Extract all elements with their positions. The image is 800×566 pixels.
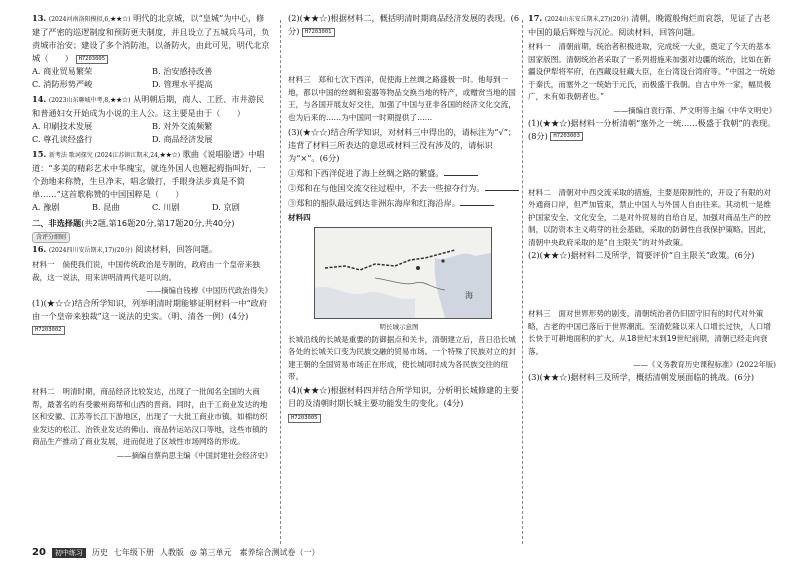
question-13 bbox=[32, 12, 272, 91]
options bbox=[32, 120, 272, 146]
judgement-2: ②郑和在与他国交流交往过程中，不去一些掠夺行为。 bbox=[288, 183, 485, 193]
sub-question-3: (3)(★☆☆)结合所学知识，对材料三中得出的，请标注为“√”；违背了材料三所表达的意思或材料三没有涉及的，请标识为“×”。(6分) bbox=[288, 127, 517, 163]
section-subtitle: (共2题,第16题20分,第17题20分,共40分) bbox=[81, 218, 235, 228]
question-code: H7203005 bbox=[76, 55, 109, 64]
material-source: ——摘编自钱穆《中国历代政治得失》 bbox=[146, 286, 272, 295]
option-d: D. 管理水平提高 bbox=[152, 79, 213, 89]
column-divider bbox=[280, 20, 281, 544]
answer-blank[interactable] bbox=[444, 167, 478, 176]
map-illustration bbox=[315, 228, 491, 318]
footer-grade: 七年级下册 bbox=[113, 548, 154, 557]
page-number: 20 bbox=[32, 547, 46, 558]
question-stem: 阅读材料，回答问题。 bbox=[135, 244, 218, 254]
option-c: C. 川剧 bbox=[152, 202, 180, 212]
answer-blank[interactable] bbox=[485, 182, 519, 191]
option-b: B. 治安感持改善 bbox=[152, 66, 213, 76]
option-a: A. 印刷技术发展 bbox=[32, 121, 93, 131]
section-title: 二、非选择题 bbox=[32, 218, 82, 228]
option-a: A. 豫剧 bbox=[32, 202, 60, 212]
option-b: B. 对外交流频繁 bbox=[152, 121, 213, 131]
sub-question-2: (2)(★★☆)据材料二及所学，简要评价“自主限关”政策。(6分) bbox=[528, 250, 755, 260]
column-right bbox=[528, 12, 776, 386]
material-source: ——《义务教育历史课程标准》(2022年版) bbox=[633, 360, 776, 369]
column-left bbox=[32, 12, 272, 462]
option-a: A. 商业贸易繁荣 bbox=[32, 66, 93, 76]
question-stem: 从明朝后期，商人、工匠、市井游民和普通妇女开始成为小说的主人公。这主要是由于（ ） bbox=[32, 94, 265, 118]
judgement-3: ③郑和的船队最远到达非洲东海岸和红海沿岸。 bbox=[288, 198, 460, 208]
question-source: (2023山东聊城中考,8,★★☆) bbox=[48, 97, 131, 104]
section-heading bbox=[32, 217, 272, 230]
question-source: (2024河南洛阳模拟,6,★★☆) bbox=[48, 16, 131, 23]
material-1: 材料一 清朝前期，统治者积极进取，完成统一大业，奠定了今天的基本国家版图。清朝统治者采取了一系列措施来加强对边疆的统治，比如在新疆设伊犁将军府，在西藏设驻藏大臣，在台湾设台湾府等。“中国之一统始于秦氏，而塞外之一统始于元氏，而极盛于我朝。自古中外一家，幅员极广，未有如我朝者也。” bbox=[528, 42, 775, 101]
column-middle bbox=[288, 12, 520, 425]
material-source: ——摘编自袁行霈、严文明等主编《中华文明史》 bbox=[613, 105, 776, 115]
question-code: H7203005 bbox=[288, 414, 321, 423]
question-stem: 明代的北京城，以“皇城”为中心，修建了严密的巡逻制度和预防更夫制度，并且设立了五城兵马司，负责城市治安；建设了多个消防池，以备防火，由此可见，明代北京城（ ） bbox=[32, 13, 270, 63]
question-number: 15. bbox=[32, 149, 47, 159]
material-2: 材料二 清朝对中西交流采取的措施，主要是限制性的，开设了有限的对外通商口岸，但严加管束，禁止中国人与外国人自由往来。其动机一是维护国家安全、文化安全，二是对外贸易的自给自足，加强对商品生产的控制，以防资本主义萌芽的社会基础，采取的防御性自我保护策略。因此，清朝中央政府采取的是“自主限关”的对外政策。 bbox=[528, 187, 771, 247]
material-4-label: 材料四 bbox=[288, 213, 311, 222]
question-number: 13. bbox=[32, 13, 47, 23]
judgement-1: ①郑和下西洋促进了海上丝绸之路的繁盛。 bbox=[288, 168, 444, 178]
question-stem: 歌曲《说唱脸谱》中唱道：“多美的精彩艺术中华瑰宝，就连外国人也翘起拇指叫好，一个劲地来称赞，生旦净末，唱念做打，手眼身法步真是不简单……”这首歌称赞的中国国粹是（ ） bbox=[32, 149, 266, 199]
option-c: C. 尊孔读经盛行 bbox=[32, 134, 93, 144]
page-footer bbox=[32, 547, 319, 558]
question-number: 17. bbox=[528, 13, 543, 23]
question-code: H7203002 bbox=[32, 326, 65, 335]
option-b: B. 昆曲 bbox=[92, 202, 120, 212]
question-code: H7203003 bbox=[550, 132, 583, 141]
question-14 bbox=[32, 93, 272, 146]
material-source: ——摘编自蔡尚思主编《中国封建社会经济史》 bbox=[116, 450, 272, 460]
footer-subject: 历史 bbox=[91, 548, 108, 557]
material-3: 材料三 面对世界形势的剧变，清朝统治者仍旧固守旧有的时代对外策略，古老的中国已落后于世界潮流。至清乾隆以来人口增长过快，人口增长快于可耕地面积的扩大。从18世纪末到19世纪前期，清朝已经走向衰落。 bbox=[528, 309, 771, 356]
sub-question-3: (3)(★★☆)据材料三及所学，概括清朝发展面临的挑战。(6分) bbox=[528, 372, 755, 382]
question-number: 14. bbox=[32, 94, 47, 104]
answer-blank[interactable] bbox=[460, 197, 494, 206]
sub-question-4: (4)(★★☆)根据材料四并结合所学知识，分析明长城修建的主要目的及清朝时期长城主要功能发生的变化。(4分) bbox=[288, 384, 519, 408]
question-source: 新考法 歌词探究 (2024江苏镇江期末,24,★★☆) bbox=[48, 152, 181, 159]
map-caption: 明长城示意图 bbox=[379, 322, 419, 331]
sub-question-1: (1)(★☆☆)结合所学知识，列举明清时期能够证明材料一中“政府由一个皇帝来独裁”这一说法的史实。（明、清各一例）(4分) bbox=[32, 298, 268, 321]
material-4: 长城沿线的长城是重要的防御据点和关卡，清朝建立后，昔日沿长城各处的长城关口变为民族交融的贸易市场。一个特殊了民族对立的封建王朝的全国贸易市场正在形成，使长城同时成为各民族交往的纽带。 bbox=[288, 334, 516, 381]
question-source: (2024山东安丘期末,27)(20分) bbox=[544, 16, 629, 23]
question-17 bbox=[528, 12, 776, 39]
question-stem: 清朝，晚霞般绚烂而哀怨，见证了古老中国的最后辉煌与沉沦。阅读材料，回答问题。 bbox=[528, 13, 771, 37]
option-d: D. 京剧 bbox=[212, 202, 240, 212]
scoring-badge: 含评分细则 bbox=[32, 232, 70, 243]
material-2: 材料二 明清时期，商品经济比较发达，出现了一批闻名全国的大商帮，最著名的有受徽州商帮和山西的晋商。同时，由于工商业发达的地区和安徽、江苏等长江下游地区，出现了一大批工商业市镇。如棉纺织业发达的松江、冶铁业发达的佛山、商品转运站汉口等地，这些市镇的商品生产推动了商业发展，进而促进了区域性市场网络的形成。 bbox=[32, 387, 268, 446]
options bbox=[32, 65, 272, 91]
svg-text:海: 海 bbox=[465, 290, 473, 300]
question-number: 16. bbox=[32, 244, 47, 254]
option-c: C. 消防形势严峻 bbox=[32, 79, 93, 89]
series-badge: 初中练习 bbox=[52, 548, 86, 558]
question-16 bbox=[32, 243, 272, 257]
material-3: 材料三 郑和七次下西洋，促使海上丝绸之路盛极一时。他每到一地，都以中国的丝绸和瓷器等物品交换当地的特产，或赠赏当地的国王，与各国开展友好交往，加强了中国与亚非各国的经济文化交流，也为后来的……为中国同一时期提供了…… bbox=[288, 75, 516, 122]
footer-unit: ◎ 第三单元 素养综合测试卷（一） bbox=[189, 548, 320, 557]
option-d: D. 商品经济发展 bbox=[152, 134, 213, 144]
footer-edition: 人教版 bbox=[159, 548, 184, 557]
options bbox=[32, 201, 272, 214]
sub-question-1: (1)(★★☆)据材料一分析清朝“塞外之一统……极盛于我朝”的表现。(8分) bbox=[528, 117, 776, 141]
question-code: H7203001 bbox=[302, 28, 335, 37]
great-wall-map bbox=[314, 227, 492, 319]
question-15 bbox=[32, 148, 272, 214]
column-divider bbox=[522, 20, 523, 544]
sub-question-2: (2)(★★☆)根据材料二，概括明清时期商品经济发展的表现。(6分) bbox=[288, 13, 520, 36]
question-source: (2024四川安岳期末,17)(20分) bbox=[48, 247, 133, 254]
material-1: 材料一 倘使我们说，中国传统政治是专制的，政府由一个皇帝来独裁，这一说法，用来讲明清两代是可以的。 bbox=[32, 260, 260, 282]
